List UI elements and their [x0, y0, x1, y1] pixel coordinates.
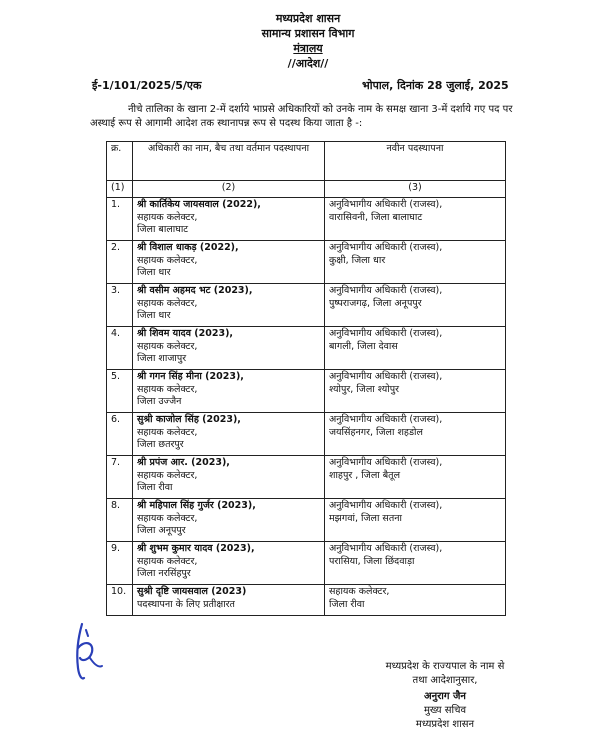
officer-cell	[133, 284, 325, 327]
column-number-3: (3)	[325, 181, 506, 198]
current-district: जिला धार	[137, 267, 171, 278]
table-row	[107, 542, 506, 585]
table-row	[107, 241, 506, 284]
current-designation: सहायक कलेक्टर,	[137, 383, 198, 395]
new-posting-cell	[325, 327, 506, 370]
new-location: जयसिंहनगर, जिला शहडोल	[329, 426, 423, 438]
table-row	[107, 370, 506, 413]
new-designation: अनुविभागीय अधिकारी (राजस्व),	[329, 242, 443, 253]
officer-cell	[133, 327, 325, 370]
current-designation: सहायक कलेक्टर,	[137, 512, 198, 524]
serial-number: 3.	[107, 284, 133, 327]
new-posting-cell	[325, 198, 506, 241]
new-location: जिला रीवा	[329, 598, 365, 610]
serial-number: 7.	[107, 456, 133, 499]
header-new-posting: नवीन पदस्थापना	[325, 142, 506, 181]
serial-number: 9.	[107, 542, 133, 585]
new-location: शाहपुर , जिला बैतूल	[329, 469, 401, 481]
column-number-1: (1)	[107, 181, 133, 198]
new-location: श्योपुर, जिला श्योपुर	[329, 383, 400, 395]
table-row	[107, 499, 506, 542]
serial-number: 4.	[107, 327, 133, 370]
order-reference-number: ई-1/101/2025/5/एक	[92, 79, 202, 92]
government-title: मध्यप्रदेश शासन	[275, 12, 341, 25]
officer-cell	[133, 370, 325, 413]
current-district: जिला रीवा	[137, 482, 173, 493]
officer-name: सुश्री दृष्टि जायसवाल (2023)	[137, 586, 247, 597]
new-posting-cell	[325, 370, 506, 413]
secretariat-title: मंत्रालय	[293, 42, 323, 55]
current-designation: सहायक कलेक्टर,	[137, 426, 198, 438]
signature-order-line: तथा आदेशानुसार,	[412, 675, 478, 686]
table-row	[107, 585, 506, 616]
order-heading: //आदेश//	[287, 57, 329, 70]
officer-name: सुश्री काजोल सिंह (2023),	[137, 414, 241, 425]
new-posting-cell	[325, 585, 506, 616]
current-district: जिला धार	[137, 310, 171, 321]
new-designation: अनुविभागीय अधिकारी (राजस्व),	[329, 543, 443, 554]
new-location: परासिया, जिला छिंदवाड़ा	[329, 555, 415, 567]
officer-name: श्री विशाल धाकड़ (2022),	[137, 242, 239, 253]
new-designation: सहायक कलेक्टर,	[329, 586, 390, 597]
current-designation: पदस्थापना के लिए प्रतीक्षारत	[137, 598, 235, 610]
officer-cell	[133, 413, 325, 456]
current-designation: सहायक कलेक्टर,	[137, 555, 198, 567]
officer-name: श्री शिवम यादव (2023),	[137, 328, 234, 339]
department-title: सामान्य प्रशासन विभाग	[261, 27, 355, 40]
order-place-date: भोपाल, दिनांक 28 जुलाई, 2025	[362, 79, 509, 92]
current-designation: सहायक कलेक्टर,	[137, 254, 198, 266]
current-district: जिला छतरपुर	[137, 439, 184, 450]
new-designation: अनुविभागीय अधिकारी (राजस्व),	[329, 328, 443, 339]
officer-name: श्री गगन सिंह मीना (2023),	[137, 371, 244, 382]
serial-number: 1.	[107, 198, 133, 241]
officer-cell	[133, 456, 325, 499]
signatory-designation: मुख्य सचिव	[423, 705, 467, 716]
column-number-row	[107, 181, 506, 198]
header-officer: अधिकारी का नाम, बैच तथा वर्तमान पदस्थापना	[133, 142, 325, 181]
officer-cell	[133, 198, 325, 241]
table-row	[107, 327, 506, 370]
new-designation: अनुविभागीय अधिकारी (राजस्व),	[329, 285, 443, 296]
new-designation: अनुविभागीय अधिकारी (राजस्व),	[329, 414, 443, 425]
new-posting-cell	[325, 499, 506, 542]
intro-text: नीचे तालिका के खाना 2-में दर्शाये भाप्रसे अधिकारियों को उनके नाम के समक्ष खाना 3-में दर्शाये गए पद पर अस्थाई रूप से आगामी आदेश तक स्थानापन्न रूप से पदस्थ किया जाता है -:	[90, 104, 513, 129]
current-designation: सहायक कलेक्टर,	[137, 340, 198, 352]
officer-name: श्री कार्तिकेय जायसवाल (2022),	[137, 199, 261, 210]
serial-number: 2.	[107, 241, 133, 284]
intro-paragraph	[90, 103, 530, 131]
serial-number: 5.	[107, 370, 133, 413]
header-serial: क्र.	[107, 142, 133, 181]
table-header-row	[107, 142, 506, 181]
serial-number: 10.	[107, 585, 133, 616]
officer-cell	[133, 241, 325, 284]
current-designation: सहायक कलेक्टर,	[137, 211, 198, 223]
column-number-2: (2)	[133, 181, 325, 198]
current-district: जिला शाजापुर	[137, 353, 187, 364]
serial-number: 6.	[107, 413, 133, 456]
table-row	[107, 284, 506, 327]
current-district: जिला नरसिंहपुर	[137, 568, 191, 579]
new-posting-cell	[325, 456, 506, 499]
officer-name: श्री प्रपंज आर. (2023),	[137, 457, 230, 468]
current-district: जिला अनूपपुर	[137, 525, 186, 536]
new-location: कुक्षी, जिला धार	[329, 254, 386, 266]
officer-cell	[133, 542, 325, 585]
current-district: जिला उज्जैन	[137, 396, 182, 407]
current-designation: सहायक कलेक्टर,	[137, 469, 198, 481]
officer-name: श्री शुभम कुमार यादव (2023),	[137, 543, 255, 554]
new-designation: अनुविभागीय अधिकारी (राजस्व),	[329, 371, 443, 382]
new-location: मझगवां, जिला सतना	[329, 512, 402, 524]
current-district: जिला बालाघाट	[137, 224, 189, 235]
officer-name: श्री वसीम अहमद भट (2023),	[137, 285, 253, 296]
new-designation: अनुविभागीय अधिकारी (राजस्व),	[329, 199, 443, 210]
new-designation: अनुविभागीय अधिकारी (राजस्व),	[329, 500, 443, 511]
officer-cell	[133, 499, 325, 542]
signature-authority-line: मध्यप्रदेश के राज्यपाल के नाम से	[385, 661, 505, 672]
new-location: वारासिवनी, जिला बालाघाट	[329, 211, 423, 223]
new-posting-cell	[325, 413, 506, 456]
officer-cell	[133, 585, 325, 616]
serial-number: 8.	[107, 499, 133, 542]
table-row	[107, 413, 506, 456]
current-designation: सहायक कलेक्टर,	[137, 297, 198, 309]
new-designation: अनुविभागीय अधिकारी (राजस्व),	[329, 457, 443, 468]
handwritten-initials	[68, 618, 108, 684]
new-posting-cell	[325, 241, 506, 284]
table-row	[107, 456, 506, 499]
new-location: बागली, जिला देवास	[329, 340, 398, 352]
officer-name: श्री महिपाल सिंह गुर्जर (2023),	[137, 500, 256, 511]
new-location: पुष्पराजगढ़, जिला अनूपपुर	[329, 297, 422, 309]
posting-table	[106, 141, 506, 616]
table-row	[107, 198, 506, 241]
new-posting-cell	[325, 542, 506, 585]
signatory-office: मध्यप्रदेश शासन	[415, 719, 475, 730]
new-posting-cell	[325, 284, 506, 327]
signatory-name: अनुराग जैन	[424, 691, 466, 702]
